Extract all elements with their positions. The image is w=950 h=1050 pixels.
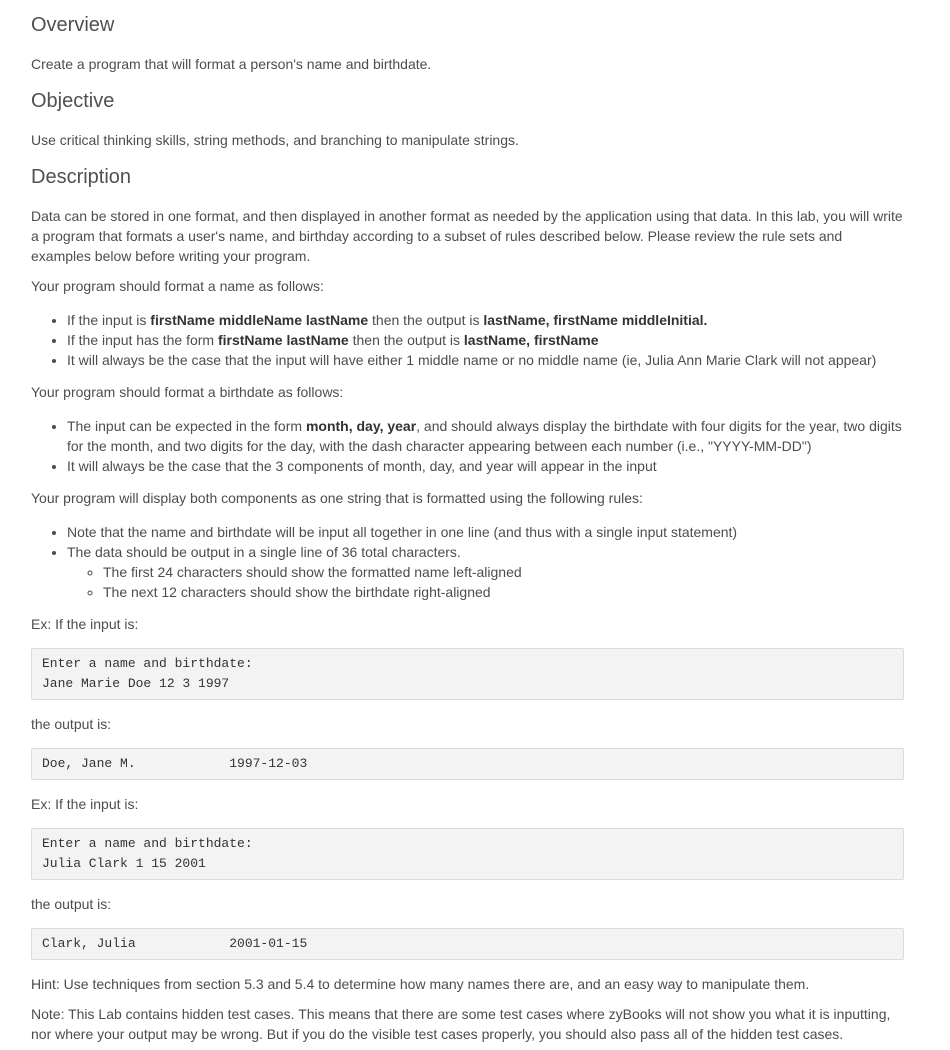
example-2-output-label: the output is: [31,896,112,912]
list-item: • If the input has the form firstName lastName then the output is lastName, firstName [67,330,904,350]
list-item: • It will always be the case that the input will have either 1 middle name or no middle name (ie, Julia Ann Marie Clark will not appear) [67,350,904,370]
list-item: • The data should be output in a single line of 36 total characters. ◦ The first 24 characters should show the formatted name left-aligned ◦ The next 12 characters should show the birthdate right-aligned [67,542,904,602]
description-heading: Description [31,166,132,188]
example-1-output: Doe, Jane M. 1997-12-03 [31,748,904,780]
overview-heading: Overview [31,14,115,36]
hint-text: Hint: Use techniques from section 5.3 and 5.4 to determine how many names there are, and an easy way to manipulate them. [31,976,810,992]
name-rules-list [31,310,904,370]
example-1-label: Ex: If the input is: [31,616,139,632]
list-item: • Note that the name and birthdate will be input all together in one line (and thus with a single input statement) [67,522,904,542]
list-item: • If the input is firstName middleName lastName then the output is lastName, firstName middleInitial. [67,310,904,330]
objective-text: Use critical thinking skills, string methods, and branching to manipulate strings. [31,132,519,148]
example-2-input: Enter a name and birthdate: Julia Clark 1 15 2001 [31,828,904,880]
list-item: ◦ The first 24 characters should show the formatted name left-aligned [103,562,904,582]
example-1-output-label: the output is: [31,716,112,732]
example-2-output: Clark, Julia 2001-01-15 [31,928,904,960]
objective-heading: Objective [31,90,115,112]
example-2-label: Ex: If the input is: [31,796,139,812]
display-subrules-list [67,562,904,602]
list-item: • It will always be the case that the 3 components of month, day, and year will appear in the input [67,456,904,476]
display-rules-intro: Your program will display both components as one string that is formatted using the following rules: [31,490,643,506]
description-intro: Data can be stored in one format, and then displayed in another format as needed by the application using that data. In this lab, you will write a program that formats a user's name, and birthday according to a subset of rules described below. Please review the rule sets and examples below before writing your program. [31,208,903,264]
display-rules-list [31,522,904,602]
birth-rules-intro: Your program should format a birthdate as follows: [31,384,344,400]
list-item: ◦ The next 12 characters should show the birthdate right-aligned [103,582,904,602]
list-item: • The input can be expected in the form month, day, year, and should always display the birthdate with four digits for the year, two digits for the month, and two digits for the day, with the dash character appearing between each number (i.e., "YYYY-MM-DD") [67,416,904,456]
name-rules-intro: Your program should format a name as follows: [31,278,324,294]
birth-rules-list [31,416,904,476]
note-text: Note: This Lab contains hidden test cases. This means that there are some test cases where zyBooks will not show you what it is inputting, nor where your output may be wrong. But if you do the visible test cases properly, you should also pass all of the hidden test cases. [31,1006,891,1042]
overview-text: Create a program that will format a person's name and birthdate. [31,56,432,72]
example-1-input: Enter a name and birthdate: Jane Marie Doe 12 3 1997 [31,648,904,700]
